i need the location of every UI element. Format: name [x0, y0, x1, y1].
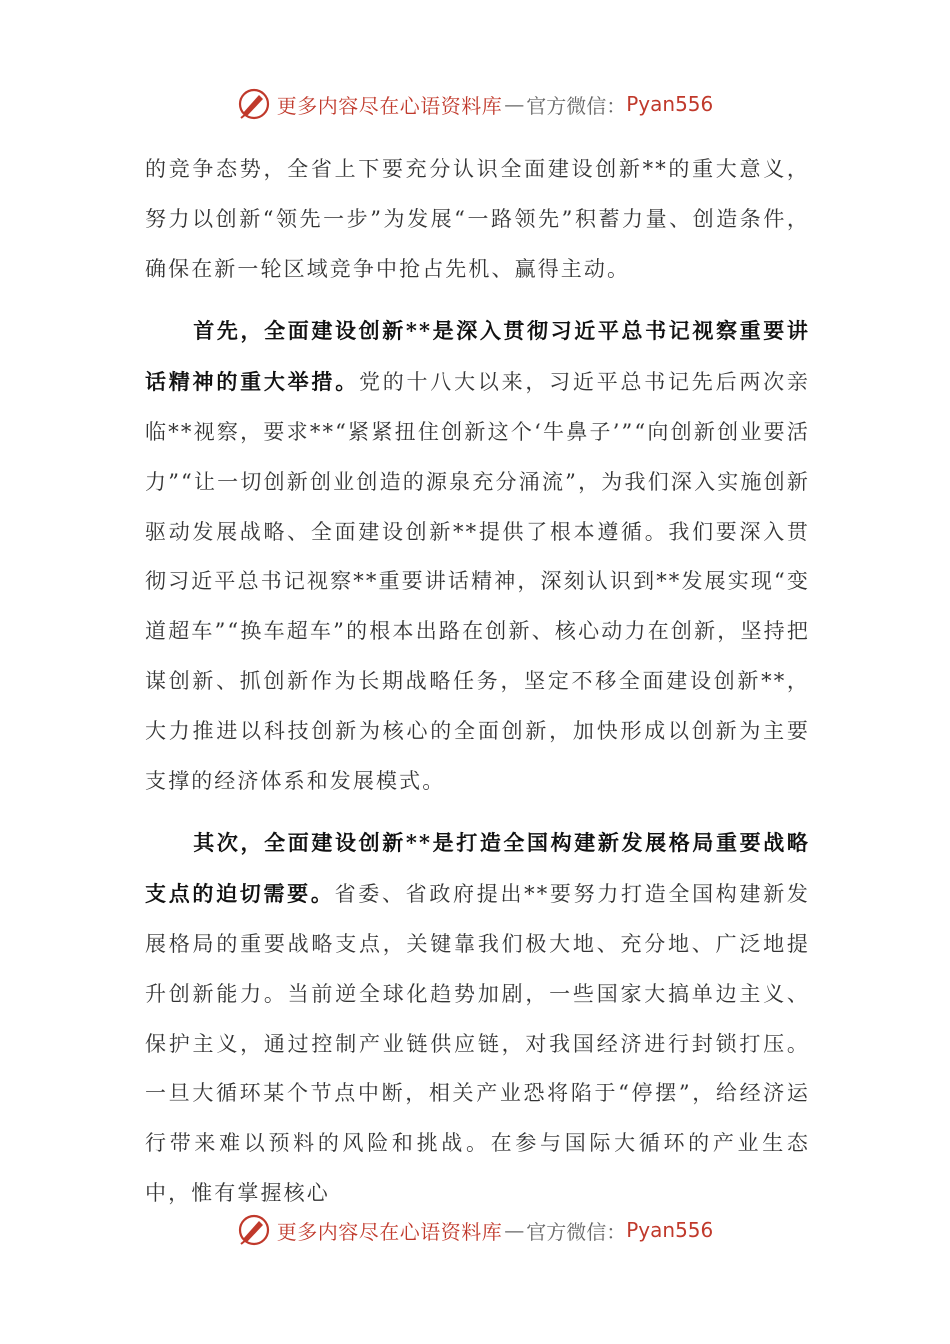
- paragraph-3: [145, 818, 810, 1218]
- watermark-brand: 更多内容尽在心语资料库: [276, 1219, 503, 1244]
- paragraph-3-text: 省委、省政府提出**要努力打造全国构建新发展格局的重要战略支点，关键靠我们极大地、充分地、广泛地提升创新能力。当前逆全球化趋势加剧，一些国家大搞单边主义、保护主义，通过控制产业链供应链，对我国经济进行封锁打压。一旦大循环某个节点中断，相关产业恐将陷于“停摆”，给经济运行带来难以预料的风险和挑战。在参与国际大循环的产业生态中，惟有掌握核心: [145, 882, 810, 1205]
- paragraph-1: 的竞争态势，全省上下要充分认识全面建设创新**的重大意义，努力以创新“领先一步”为发展“一路领先”积蓄力量、创造条件，确保在新一轮区域竞争中抢占先机、赢得主动。: [145, 157, 810, 281]
- watermark-dash: —: [504, 1218, 525, 1242]
- pen-logo-icon: [237, 1213, 271, 1247]
- watermark-dash: —: [504, 92, 525, 116]
- watermark-footer: [0, 1210, 950, 1250]
- paragraph-2: [145, 306, 810, 806]
- paragraph-2-heading: 首先，全面建设创新**是深入贯彻习近平总书记视察重要讲话精神的重大举措。: [145, 318, 810, 395]
- watermark-wechat-label: 官方微信：: [526, 93, 627, 118]
- watermark-wechat-id: Pyan556: [626, 1218, 714, 1242]
- watermark-brand: 更多内容尽在心语资料库: [276, 93, 503, 118]
- paragraph-3-heading: 其次，全面建设创新**是打造全国构建新发展格局重要战略支点的迫切需要。: [145, 830, 810, 907]
- document-body: [145, 145, 810, 1219]
- pen-logo-icon: [237, 87, 271, 121]
- watermark-header: [0, 84, 950, 124]
- paragraph-2-text: 党的十八大以来，习近平总书记先后两次亲临**视察，要求**“紧紧扭住创新这个‘牛鼻子’”“向创新创业要活力”“让一切创新创业创造的源泉充分涌流”，为我们深入实施创新驱动发展战略、全面建设创新**提供了根本遵循。我们要深入贯彻习近平总书记视察**重要讲话精神，深刻认识到**发展实现“变道超车”“换车超车”的根本出路在创新、核心动力在创新，坚持把谋创新、抓创新作为长期战略任务，坚定不移全面建设创新**，大力推进以科技创新为核心的全面创新，加快形成以创新为主要支撑的经济体系和发展模式。: [145, 370, 810, 793]
- watermark-wechat-label: 官方微信：: [526, 1219, 627, 1244]
- watermark-wechat-id: Pyan556: [626, 92, 714, 116]
